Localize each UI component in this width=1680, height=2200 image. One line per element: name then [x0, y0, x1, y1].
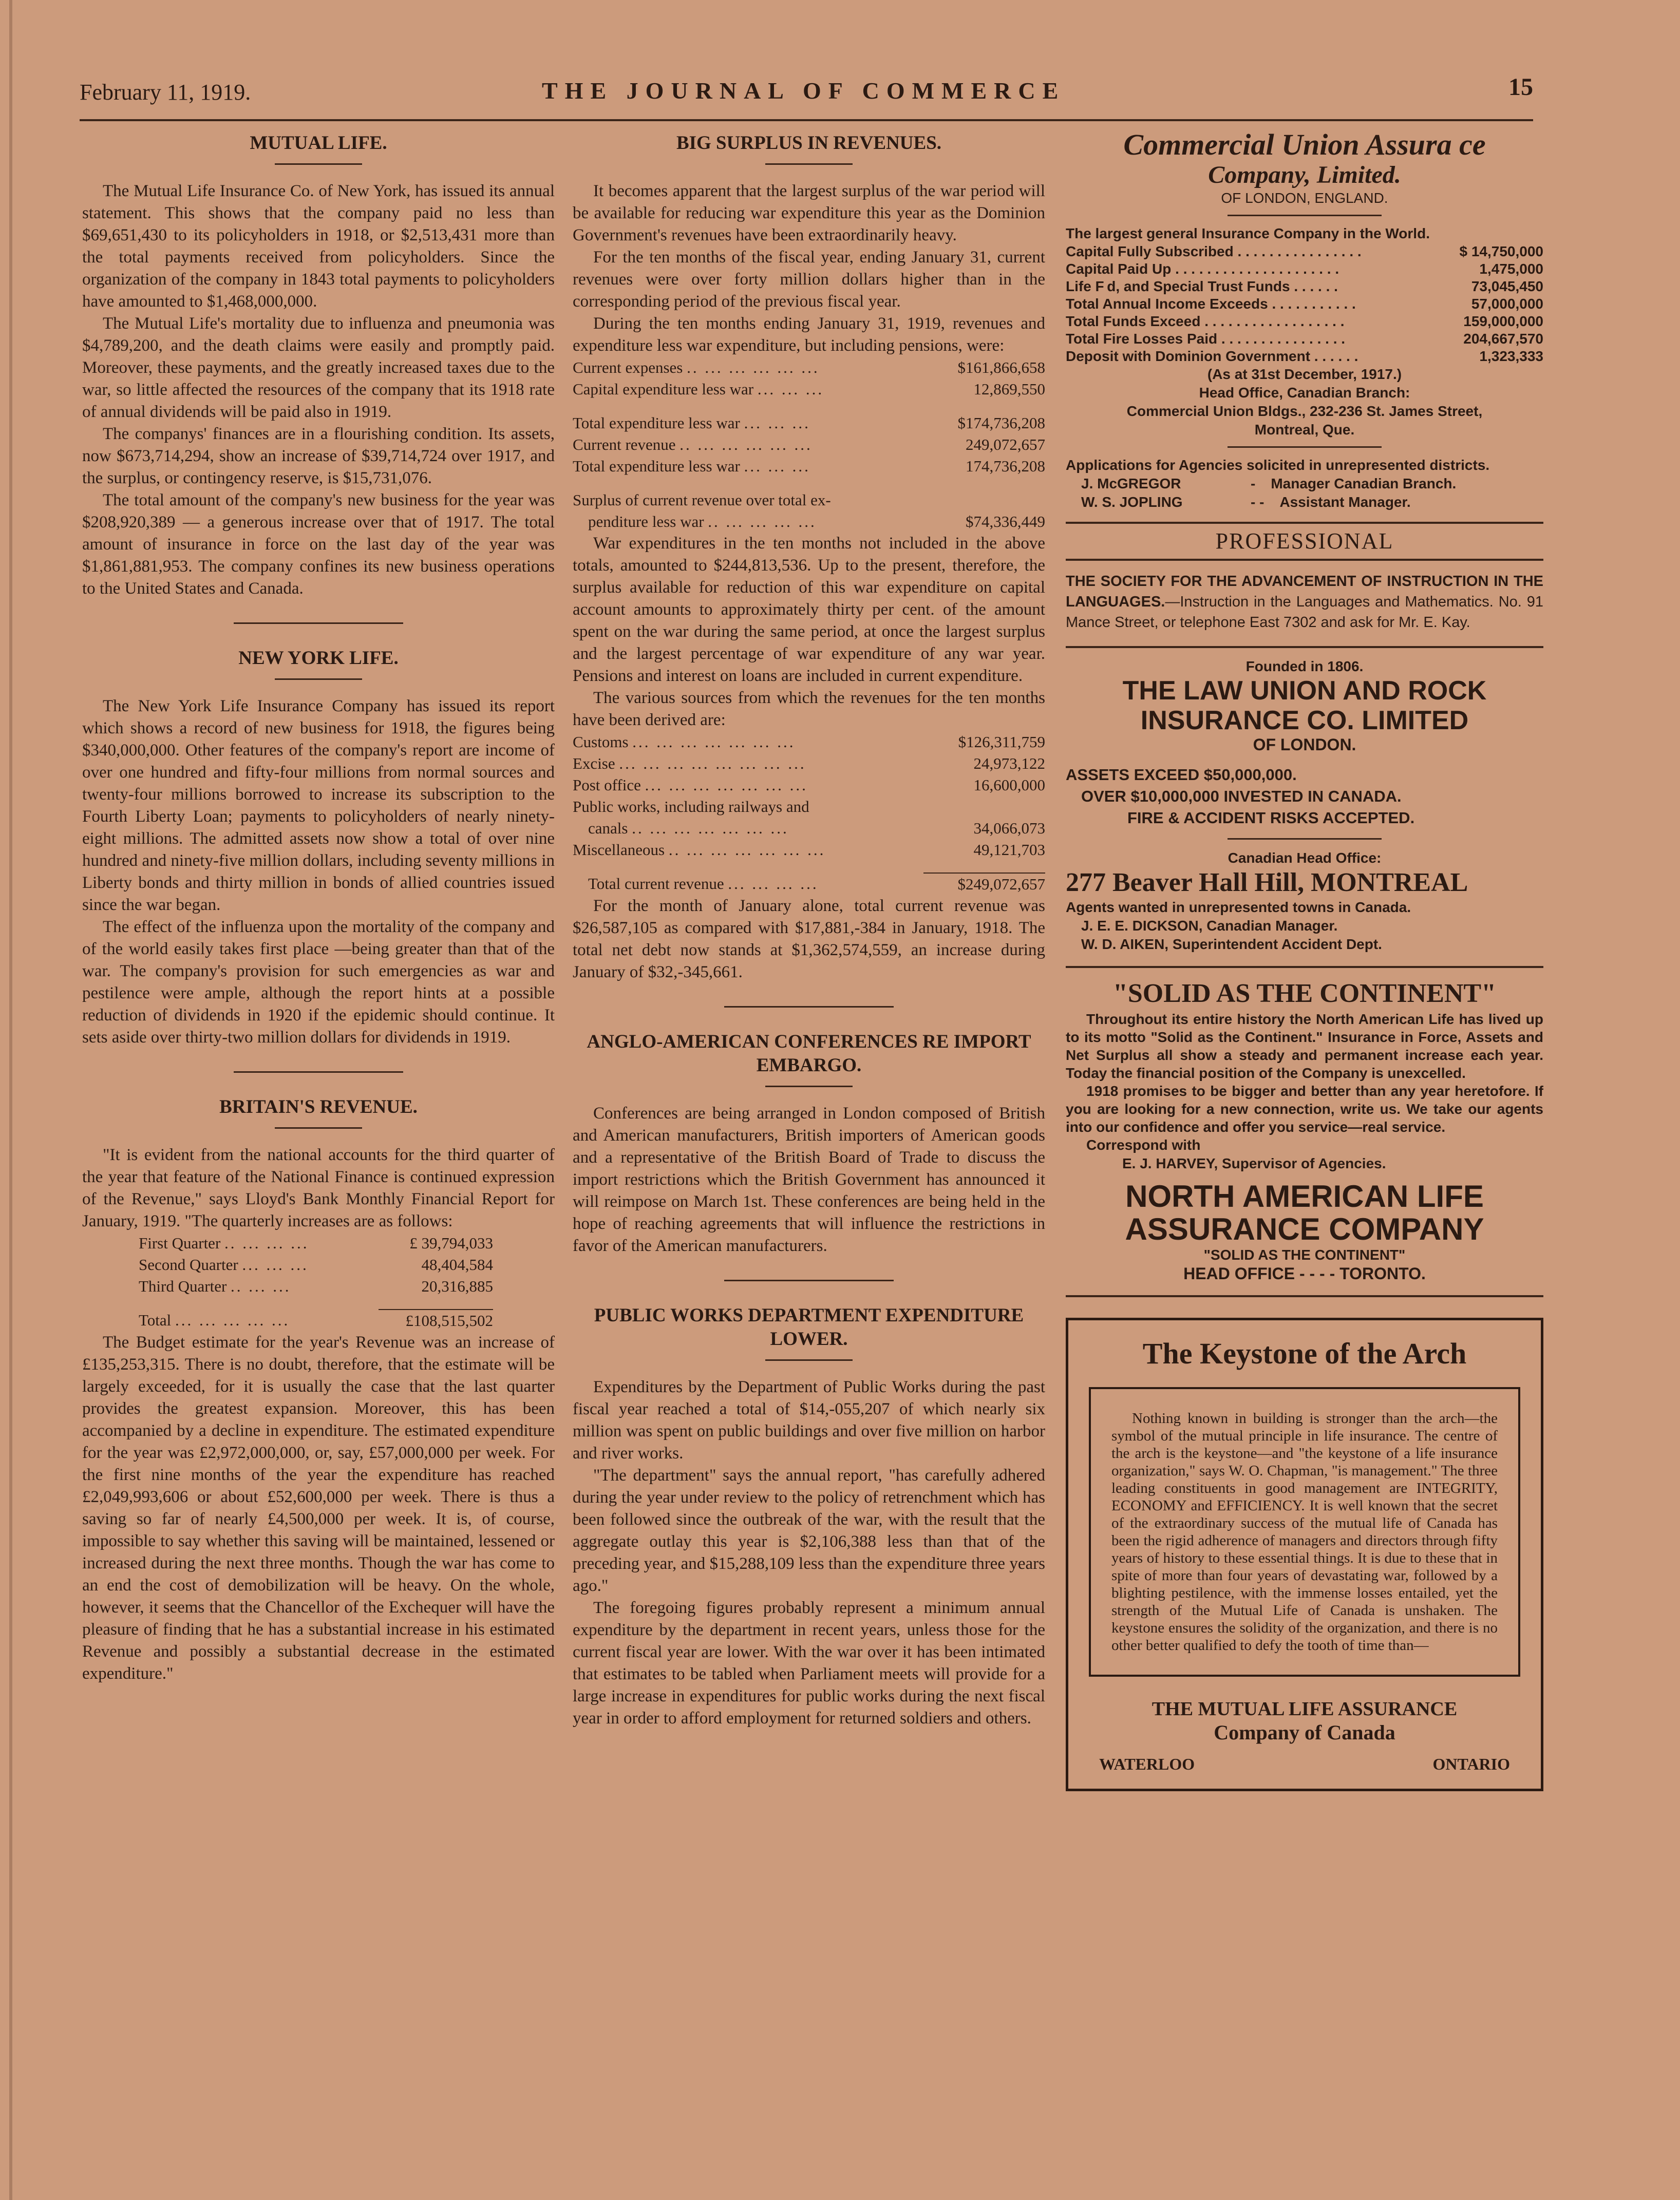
table-row [573, 839, 1045, 861]
ad-manager: W. S. JOPLING - - Assistant Manager. [1081, 494, 1411, 510]
table-row [573, 796, 1045, 818]
table-value: 1,323,333 [1479, 348, 1543, 364]
divider [724, 1006, 894, 1008]
ad-subtitle: Company, Limited. [1208, 161, 1401, 188]
paragraph: The companys' finances are in a flourishing condition. Its assets, now $673,714,294, show an increase of $39,714,724 over 1917, and the surplus, or contingency reserve, is $15,731,076. [82, 425, 555, 487]
paragraph: Conferences are being arranged in London composed of British and American manufacturers, British importers of American goods and a representative of the British Board of Trade to discuss the import restrictions which the British Government has announced it will reimpose on March 1st. These conferences are being held in the hope of reaching agreements that will influence the restrictions in favor of the American manufacturers. [573, 1104, 1045, 1255]
ad-professional: THE SOCIETY FOR THE ADVANCEMENT OF INSTRUCTION IN THE LANGUAGES.—Instruction in the Languages and Mathematics. No. 91 Mance Street, or telephone East 7302 and ask for Mr. E. Kay. [1066, 573, 1543, 631]
ad-manager: W. D. AIKEN, Superintendent Accident Dept. [1081, 936, 1382, 952]
table-label: Total expenditure less war ... ... ... [573, 457, 810, 475]
divider [234, 622, 403, 624]
ad-founded: Founded in 1806. [1245, 658, 1364, 674]
table-row [1066, 348, 1543, 365]
table-row [1066, 330, 1543, 348]
table-row [1066, 313, 1543, 330]
ad-head-office: Canadian Head Office: [1228, 850, 1382, 866]
ad-agents: Agents wanted in unrepresented towns in Canada. [1066, 899, 1411, 915]
paragraph: "The department" says the annual report, "has carefully adhered during the year under review to the policy of retrenchment which has been followed since the outbreak of the war, with the result that the aggregate outlay this year is $2,106,388 less than that of the preceding year, and $15,288,109 less than the expenditure three years ago." [573, 1466, 1045, 1595]
table-row [1066, 260, 1543, 278]
table-value: 204,667,570 [1463, 331, 1543, 347]
table-value: $126,311,759 [958, 733, 1045, 751]
ad-location: OF LONDON. [1253, 735, 1356, 754]
ad-title: The Keystone of the Arch [1142, 1337, 1467, 1370]
table-value: 49,121,703 [973, 841, 1045, 859]
table-row [573, 818, 1045, 839]
column-2 [573, 128, 1045, 1730]
paragraph: "It is evident from the national accounts for the third quarter of the year that feature of the National Finance is continued expression of the Revenue," says Lloyd's Bank Monthly Financial Report for January, 1919. "The quarterly increases are as follows: [82, 1146, 555, 1230]
ad-location: OF LONDON, ENGLAND. [1221, 190, 1388, 206]
table-row [82, 1254, 555, 1276]
paragraph: The various sources from which the revenues for the ten months have been derived are: [573, 689, 1045, 729]
table-label: Total Annual Income Exceeds . . . . . . . . . . . [1066, 296, 1356, 312]
revenue-sources-table [573, 731, 1045, 895]
paragraph: The Mutual Life Insurance Co. of New York, has issued its annual statement. This shows that the company paid no less than $69,651,430 to its policyholders in 1918, or $2,513,431 more than the total payments received from policyholders. Since the organization of the company in 1843 total payments to policyholders have amounted to $1,468,000,000. [82, 182, 555, 311]
table-label: Total expenditure less war ... ... ... [573, 414, 810, 432]
page-header [80, 73, 1533, 121]
paragraph: Throughout its entire history the North American Life has lived up to its motto "Solid as the Continent." Insurance in Force, Assets and Net Surplus all show a steady and permanent increase each year. Today the financial position of the Company is unexcelled. [1066, 1011, 1543, 1081]
divider [1066, 966, 1543, 968]
table-value: $174,736,208 [957, 414, 1045, 432]
table-label: Total ... ... ... ... ... [139, 1311, 290, 1329]
table-label: Capital Fully Subscribed . . . . . . . . . . . . . . . . [1066, 243, 1362, 259]
table-value: 12,869,550 [973, 380, 1045, 398]
table-label: Life F d, and Special Trust Funds . . . . . . [1066, 278, 1338, 294]
divider [275, 678, 362, 680]
ad-head-office: Head Office, Canadian Branch: [1199, 385, 1410, 401]
ad-manager: J. McGREGOR - Manager Canadian Branch. [1081, 476, 1457, 491]
ad-applications: Applications for Agencies solicited in unrepresented districts. [1066, 457, 1490, 473]
table-row [82, 1276, 555, 1297]
table-label: Total Fire Losses Paid . . . . . . . . . . . . . . . . [1066, 331, 1346, 347]
divider [1228, 215, 1382, 216]
ad-province: ONTARIO [1432, 1755, 1510, 1773]
table-row [573, 456, 1045, 477]
table-row [573, 378, 1045, 400]
table-label: Excise ... ... ... ... ... ... ... ... [573, 754, 806, 772]
ad-address: Montreal, Que. [1254, 422, 1355, 438]
article-title-mutual-life: MUTUAL LIFE. [250, 132, 387, 154]
table-value: £108,515,502 [379, 1310, 493, 1332]
table-row [573, 412, 1045, 434]
table-label: Capital Paid Up . . . . . . . . . . . . . . . . . . . . . [1066, 261, 1339, 277]
table-row-total [82, 1310, 555, 1332]
table-row [573, 357, 1045, 378]
divider [765, 1359, 853, 1361]
table-value: $ 14,750,000 [1459, 243, 1543, 259]
paragraph: It becomes apparent that the largest surplus of the war period will be available for reducing war expenditure this year as the Dominion Government's revenues have been extraordinarily heavy. [573, 182, 1045, 244]
paragraph: The foregoing figures probably represent a minimum annual expenditure by the department in recent years, unless those for the current fiscal year are lower. With the war over it has been intimated that estimates to be tabled when Parliament meets will provide for a large increase in expenditures for public works during the next fiscal year in order to afford employment for returned soldiers and others. [573, 1599, 1045, 1728]
column-1 [82, 128, 555, 1685]
paragraph: For the ten months of the fiscal year, ending January 31, current revenues were over forty million dollars higher than in the corresponding period of the previous fiscal year. [573, 248, 1045, 311]
table-row [573, 774, 1045, 796]
ad-city: WATERLOO [1099, 1755, 1195, 1773]
table-value: 174,736,208 [966, 457, 1045, 475]
article-title-anglo-american: ANGLO-AMERICAN CONFERENCES RE IMPORT EMBARGO. [587, 1031, 1031, 1076]
paragraph: For the month of January alone, total current revenue was $26,587,105 as compared with $17,881,-384 in January, 1918. The total net debt now stands at $1,362,574,559, an increase during January of $32,-345,661. [573, 897, 1045, 981]
table-label: Total Funds Exceed . . . . . . . . . . . . . . . . . . [1066, 313, 1345, 329]
ad-correspond: Correspond with [1086, 1137, 1201, 1153]
table-label: First Quarter .. ... ... ... [139, 1234, 309, 1252]
table-label: Second Quarter ... ... ... [139, 1256, 309, 1274]
ad-risks: FIRE & ACCIDENT RISKS ACCEPTED. [1127, 809, 1415, 827]
table-row [573, 753, 1045, 774]
table-label: Third Quarter .. ... ... [139, 1277, 291, 1295]
ad-keystone [1066, 1318, 1543, 1791]
ad-company-name: NORTH AMERICAN LIFE [1125, 1179, 1484, 1213]
table-value: 1,475,000 [1479, 261, 1543, 277]
table-label: Public works, including railways and [573, 798, 809, 815]
divider [765, 163, 853, 165]
table-row [1066, 295, 1543, 313]
paragraph: The effect of the influenza upon the mortality of the company and of the world easily takes first place —being greater than that of the war. The company's provision for such emergencies as war and pestilence were ample, although the report hints at a possible reduction of dividends in 1920 if the epidemic should continue. It sets aside over thirty-two million dollars for dividends in 1919. [82, 918, 555, 1047]
table-value: $161,866,658 [957, 358, 1045, 376]
ad-invested: OVER $10,000,000 INVESTED IN CANADA. [1081, 787, 1402, 805]
ad-slogan: "SOLID AS THE CONTINENT" [1112, 979, 1496, 1008]
table-row [1066, 278, 1543, 295]
divider [275, 163, 362, 165]
table-row [573, 511, 1045, 533]
table-value: 249,072,657 [966, 435, 1045, 453]
table-value: 57,000,000 [1471, 296, 1543, 312]
page-fold [9, 0, 12, 2200]
table-label: Capital expenditure less war ... ... ... [573, 380, 824, 398]
ad-commercial-union [1066, 128, 1543, 511]
paragraph: The Mutual Life's mortality due to influenza and pneumonia was $4,789,200, and the death claims were easily and promptly paid. Moreover, these payments, and the greatly increased taxes due to the war, so little affected the resources of the company that its 1918 rate of annual dividends will be paid also in 1919. [82, 314, 555, 421]
divider [1228, 446, 1382, 448]
ad-title: INSURANCE CO. LIMITED [1140, 706, 1469, 735]
table-value: $249,072,657 [923, 873, 1045, 895]
ad-manager: J. E. E. DICKSON, Canadian Manager. [1081, 918, 1338, 934]
table-row [573, 731, 1045, 753]
table-label: penditure less war .. ... ... ... ... [588, 513, 817, 530]
ad-location [1089, 1755, 1520, 1773]
paragraph: Expenditures by the Department of Public Works during the past fiscal year reached a total of $14,-055,207 of which nearly six million was spent on public buildings and over five million on harbor and river works. [573, 1378, 1045, 1463]
table-label: Deposit with Dominion Government . . . . . . [1066, 348, 1358, 364]
divider [1066, 646, 1543, 648]
table-label: Current revenue .. ... ... ... ... ... [573, 435, 813, 453]
table-label: Current expenses .. ... ... ... ... ... [573, 358, 820, 376]
ad-office: HEAD OFFICE - - - - TORONTO. [1183, 1264, 1426, 1283]
paragraph: The total amount of the company's new business for the year was $208,920,389 — a generous increase over that of 1917. The total amount of insurance in force on the last day of the year was $1,861,881,953. The company confines its new business operations to the United States and Canada. [82, 491, 555, 598]
ad-title: THE LAW UNION AND ROCK [1122, 676, 1487, 706]
article-title-public-works: PUBLIC WORKS DEPARTMENT EXPENDITURE LOWER. [594, 1305, 1024, 1350]
table-value: 24,973,122 [973, 754, 1045, 772]
table-value: 48,404,584 [421, 1256, 493, 1274]
ad-title: Commercial Union Assura ce [1123, 128, 1486, 161]
divider [275, 1127, 362, 1129]
divider [1066, 1295, 1543, 1297]
paragraph: 1918 promises to be bigger and better than any year heretofore. If you are looking for a new connection, write us. We take our agents into our confidence and offer you service—real service. [1066, 1083, 1543, 1135]
article-title-big-surplus: BIG SURPLUS IN REVENUES. [676, 132, 942, 154]
table-value: 159,000,000 [1463, 313, 1543, 329]
table-label: Total current revenue ... ... ... ... [588, 875, 819, 893]
paragraph: During the ten months ending January 31, 1919, revenues and expenditure less war expenditure, but including pensions, were: [573, 314, 1045, 355]
ad-figures-table [1066, 243, 1543, 365]
table-label: Surplus of current revenue over total ex- [573, 491, 831, 509]
ad-motto: "SOLID AS THE CONTINENT" [1203, 1247, 1406, 1263]
paragraph: Nothing known in building is stronger than the arch—the symbol of the mutual principle in life insurance. The centre of the arch is the keystone—and "the keystone of a life insurance organization," says W. O. Chapman, "is management." The three leading constituents in good management are INTEGRITY, ECONOMY and EFFICIENCY. It is well known that the secret of the extraordinary success of the mutual life of Canada has been the rigid adherence of managers and directors through fifty years of history to these essential things. It is due to these that in spite of more than four years of devastating war, followed by a blighting pestilence, with the immense losses entailed, yet the strength of the Mutual Life of Canada is unshaken. The keystone ensures the solidity of the organization, and there is no other better qualified to defy the tooth of time than— [1111, 1410, 1498, 1654]
table-value: £ 39,794,033 [409, 1234, 493, 1252]
table-row-total [573, 873, 1045, 895]
table-row [1066, 243, 1543, 260]
divider [765, 1086, 853, 1087]
page-number: 15 [1508, 73, 1533, 101]
ad-keystone-body [1089, 1387, 1520, 1677]
table-row [573, 434, 1045, 456]
ad-address: 277 Beaver Hall Hill, MONTREAL [1066, 868, 1468, 897]
divider [724, 1280, 894, 1281]
table-label: Customs ... ... ... ... ... ... ... [573, 733, 796, 751]
ad-address: Commercial Union Bldgs., 232-236 St. James Street, [1126, 403, 1483, 419]
ad-supervisor: E. J. HARVEY, Supervisor of Agencies. [1122, 1155, 1386, 1171]
section-heading-professional: PROFESSIONAL [1066, 522, 1543, 561]
table-value: $74,336,449 [966, 513, 1045, 530]
paragraph: War expenditures in the ten months not included in the above totals, amounted to $244,813,536. Up to the present, therefore, the surplus available for reduction of this war expenditure on capital account amounts to approximately thirty per cent. of the amount spent on the war during the same period, at once the largest surplus and the largest percentage of war expenditure of any war year. Pensions and interest on loans are included in current expenditure. [573, 534, 1045, 685]
ad-company-name: Company of Canada [1214, 1721, 1395, 1744]
paragraph: The New York Life Insurance Company has issued its report which shows a record of new business for 1918, the figures being $340,000,000. Other features of the company's report are income of over one hundred and fifty-four millions from normal sources and twenty-four millions borrowed to increase its subscription to the Fourth Liberty Loan; payments to policyholders of nearly ninety-eight millions. The admitted assets now show a total of over nine hundred and ninety-five million dollars, including seventy millions in Liberty bonds and thirty million in bonds of allied countries issued since the war began. [82, 697, 555, 914]
ad-company-name: THE MUTUAL LIFE ASSURANCE [1152, 1698, 1458, 1720]
divider [1228, 838, 1382, 840]
ad-north-american-life [1066, 977, 1543, 1283]
header-title: THE JOURNAL OF COMMERCE [542, 78, 1066, 104]
table-label: canals .. ... ... ... ... ... ... [588, 819, 789, 837]
quarterly-table [82, 1232, 555, 1332]
table-value: 20,316,885 [421, 1277, 493, 1295]
ad-law-union [1066, 657, 1543, 954]
table-value: 73,045,450 [1471, 278, 1543, 294]
header-date: February 11, 1919. [80, 80, 251, 105]
ad-assets: ASSETS EXCEED $50,000,000. [1066, 766, 1297, 784]
column-3-ads [1066, 128, 1543, 1791]
article-title-new-york-life: NEW YORK LIFE. [238, 648, 399, 669]
ad-company-name: ASSURANCE COMPANY [1125, 1212, 1484, 1246]
ad-as-at: (As at 31st December, 1917.) [1207, 366, 1402, 382]
article-title-britains-revenue: BRITAIN'S REVENUE. [219, 1096, 418, 1117]
table-value: 16,600,000 [973, 776, 1045, 794]
expenses-table [573, 357, 1045, 533]
table-label: Miscellaneous .. ... ... ... ... ... ... [573, 841, 826, 859]
table-row [573, 489, 1045, 511]
table-row [82, 1232, 555, 1254]
ad-intro: The largest general Insurance Company in the World. [1066, 225, 1430, 241]
table-label: Post office ... ... ... ... ... ... ... [573, 776, 808, 794]
paragraph: The Budget estimate for the year's Revenue was an increase of £135,253,315. There is no doubt, therefore, that the estimate will be largely exceeded, for it is usually the case that the last quarter provides the greatest expansion. Moreover, this has been accompanied by a decline in expenditure. The estimated expenditure for the year was £2,972,000,000, or, say, £57,000,000 per week. For the first nine months of the year the expenditure has reached £2,049,993,606 or about £52,600,000 per week. There is thus a saving so far of nearly £4,500,000 per week. It is, of course, impossible to say whether this saving will be maintained, lessened or increased during the next three months. Though the war has come to an end the cost of demobilization will be heavy. On the whole, however, it seems that the Chancellor of the Exchequer will have the pleasure of finding that he has a substantial increase in his estimated Revenue and possibly a substantial decrease in the estimated expenditure." [82, 1333, 555, 1683]
divider [234, 1071, 403, 1073]
table-value: 34,066,073 [973, 819, 1045, 837]
